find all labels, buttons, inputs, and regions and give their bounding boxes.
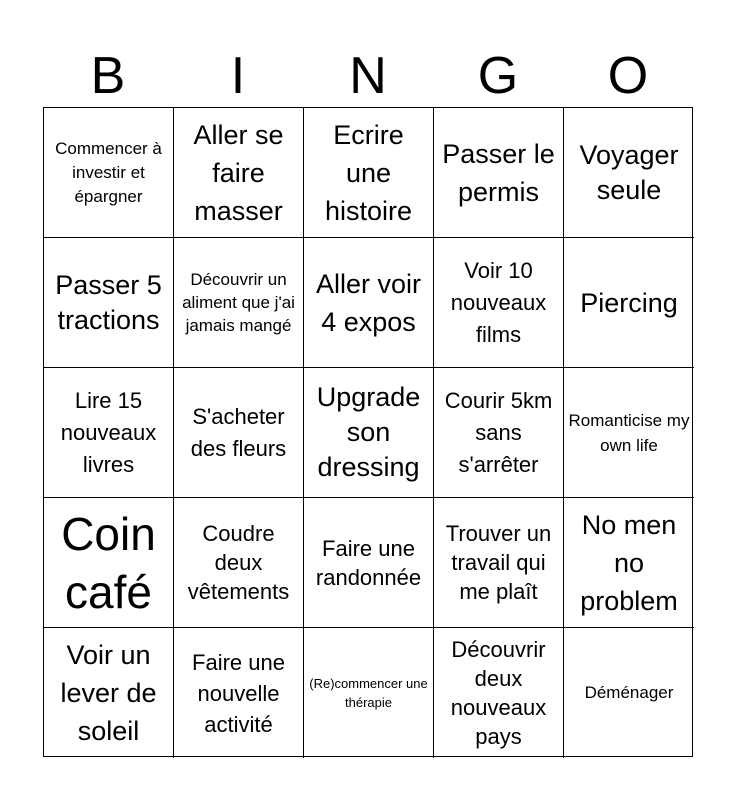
cell-text: Piercing [580, 287, 678, 318]
header-letter-b: B [90, 47, 126, 105]
bingo-cell[interactable] [564, 368, 694, 498]
bingo-cell[interactable] [174, 238, 304, 368]
bingo-cell[interactable] [174, 368, 304, 498]
cell-text: Découvrir un aliment que j'ai jamais mangé [182, 270, 295, 335]
bingo-cell[interactable] [304, 108, 434, 238]
cell-text: Upgrade son dressing [316, 382, 421, 482]
bingo-cell[interactable] [44, 238, 174, 368]
cell-text: Déménager [584, 683, 674, 702]
bingo-cell[interactable] [304, 628, 434, 758]
cell-text: (Re)commencer une thérapie [309, 676, 428, 710]
bingo-cell[interactable] [44, 498, 174, 628]
bingo-cell[interactable] [44, 368, 174, 498]
bingo-cell[interactable] [44, 108, 174, 238]
header-letter-o: O [607, 47, 649, 105]
cell-text: Voir un lever de soleil [60, 640, 157, 746]
cell-text: Coin café [61, 507, 156, 618]
bingo-cell[interactable] [564, 108, 694, 238]
bingo-cell[interactable] [174, 108, 304, 238]
header-letter-g: G [477, 47, 519, 105]
cell-text: Aller se faire masser [193, 119, 284, 226]
cell-text: Faire une randonnée [315, 535, 422, 590]
cell-text: Trouver un travail qui me plaît [445, 521, 552, 604]
cell-text: Passer 5 tractions [55, 269, 162, 335]
cell-text: Romanticise my own life [568, 410, 690, 455]
bingo-cell[interactable] [434, 238, 564, 368]
bingo-cell[interactable] [44, 628, 174, 758]
cell-text: Commencer à investir et épargner [55, 138, 162, 206]
bingo-cell[interactable] [174, 628, 304, 758]
cell-text: Faire une nouvelle activité [192, 649, 285, 737]
cell-text: Découvrir deux nouveaux pays [450, 637, 547, 749]
bingo-cell[interactable] [434, 108, 564, 238]
header-letter-n: N [349, 47, 387, 105]
bingo-cell[interactable] [434, 498, 564, 628]
cell-text: S'acheter des fleurs [190, 403, 287, 461]
cell-text: Voyager seule [579, 139, 679, 205]
bingo-cell[interactable] [174, 498, 304, 628]
bingo-cell[interactable] [564, 498, 694, 628]
cell-text: No men no problem [580, 509, 678, 616]
bingo-cell[interactable] [304, 368, 434, 498]
cell-text: Passer le permis [442, 138, 555, 207]
cell-text: Courir 5km sans s'arrêter [444, 387, 553, 477]
header-letter-i: I [230, 47, 246, 105]
bingo-cell[interactable] [564, 238, 694, 368]
bingo-cell[interactable] [434, 368, 564, 498]
cell-text: Aller voir 4 expos [315, 268, 422, 337]
bingo-cell[interactable] [304, 498, 434, 628]
cell-text: Coudre deux vêtements [187, 521, 290, 604]
cell-text: Ecrire une histoire [324, 119, 413, 226]
bingo-grid [43, 107, 693, 757]
cell-text: Voir 10 nouveaux films [450, 257, 547, 347]
bingo-header [43, 44, 693, 108]
bingo-cell[interactable] [434, 628, 564, 758]
bingo-cell[interactable] [304, 238, 434, 368]
cell-text: Lire 15 nouveaux livres [60, 387, 157, 477]
bingo-cell[interactable] [564, 628, 694, 758]
